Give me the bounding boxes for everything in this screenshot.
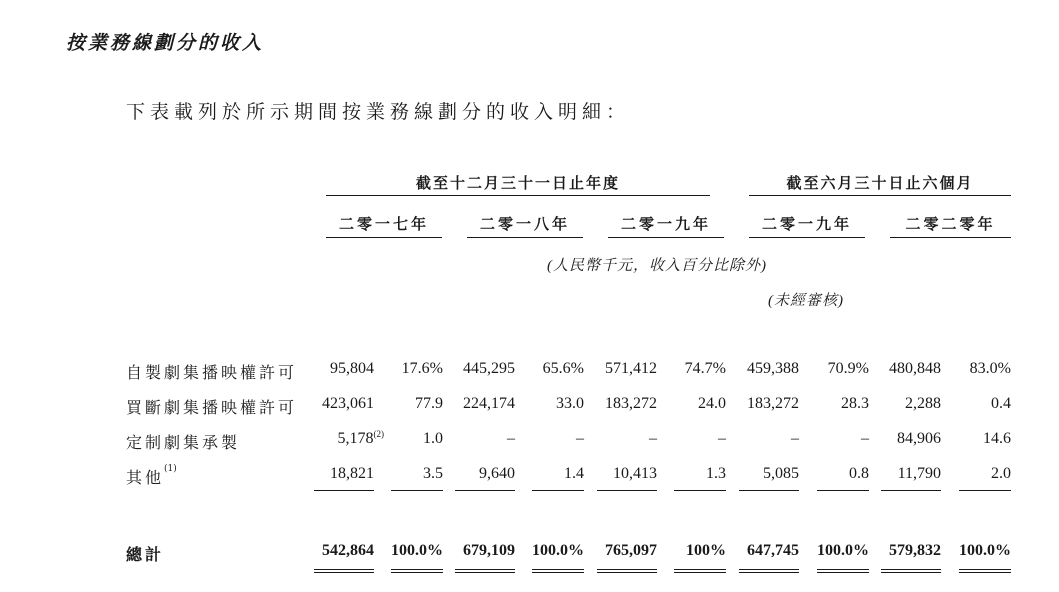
table-cell: – <box>649 430 657 447</box>
footnote-ref-2: (2) <box>373 429 384 439</box>
total-cell: 100.0% <box>532 542 584 559</box>
table-cell: 459,388 <box>747 360 799 377</box>
table-cell: 83.0% <box>969 360 1011 377</box>
table-cell: 17.6% <box>401 360 443 377</box>
table-cell: 571,412 <box>605 360 657 377</box>
table-cell: 70.9% <box>827 360 869 377</box>
year-header-2019-h1: 二零一九年 <box>761 215 852 233</box>
table-cell: 183,272 <box>605 395 657 412</box>
subtotal-underline <box>674 490 726 491</box>
table-cell: 84,906 <box>897 430 941 447</box>
subtotal-underline <box>455 490 515 491</box>
year-header-2019: 二零一九年 <box>620 215 711 233</box>
subtotal-underline <box>817 490 869 491</box>
table-cell: 74.7% <box>684 360 726 377</box>
total-double-underline <box>817 569 869 573</box>
group-rule-six-months <box>749 195 1011 196</box>
total-double-underline <box>391 569 443 573</box>
total-double-underline <box>674 569 726 573</box>
row-label-others: 其他$^{(1)}$ <box>126 464 177 487</box>
total-double-underline <box>739 569 799 573</box>
year-rule-2019-h1 <box>749 237 865 238</box>
table-cell: – <box>507 430 515 447</box>
group-header-year: 截至十二月三十一日止年度 <box>415 174 620 192</box>
table-cell: 1.4 <box>564 465 584 482</box>
table-cell: 95,804 <box>330 360 374 377</box>
table-cell: 9,640 <box>479 465 515 482</box>
total-double-underline <box>597 569 657 573</box>
group-rule-year <box>326 195 710 196</box>
subtotal-underline <box>881 490 941 491</box>
table-cell: 224,174 <box>463 395 515 412</box>
table-cell: 24.0 <box>698 395 726 412</box>
total-cell: 579,832 <box>889 542 941 559</box>
total-double-underline <box>532 569 584 573</box>
group-header-six-months: 截至六月三十日止六個月 <box>786 174 974 192</box>
year-rule-2018 <box>467 237 583 238</box>
row-label-total: 總計 <box>126 545 165 564</box>
subtotal-underline <box>391 490 443 491</box>
table-cell: 5,085 <box>763 465 799 482</box>
total-double-underline <box>314 569 374 573</box>
table-cell: 183,272 <box>747 395 799 412</box>
row-label-customized: 定制劇集承製 <box>126 433 241 452</box>
subtotal-underline <box>314 490 374 491</box>
table-cell: – <box>861 430 869 447</box>
year-header-2017: 二零一七年 <box>338 215 429 233</box>
year-rule-2017 <box>326 237 442 238</box>
total-double-underline <box>959 569 1011 573</box>
year-header-2018: 二零一八年 <box>479 215 570 233</box>
table-cell: 14.6 <box>983 430 1011 447</box>
total-cell: 542,864 <box>322 542 374 559</box>
section-heading: 按業務線劃分的收入 <box>66 32 265 54</box>
table-cell: 2,288 <box>905 395 941 412</box>
total-cell: 100.0% <box>391 542 443 559</box>
table-cell: 0.8 <box>849 465 869 482</box>
table-cell: 1.0 <box>423 430 443 447</box>
table-cell: – <box>791 430 799 447</box>
subtotal-underline <box>739 490 799 491</box>
total-cell: 100.0% <box>817 542 869 559</box>
year-rule-2020-h1 <box>890 237 1011 238</box>
total-cell: 100% <box>686 542 726 559</box>
table-cell: 2.0 <box>991 465 1011 482</box>
table-cell: 33.0 <box>556 395 584 412</box>
table-cell: 5,178$^{(2)}$ <box>337 429 384 447</box>
total-cell: 647,745 <box>747 542 799 559</box>
table-cell: 0.4 <box>991 395 1011 412</box>
total-cell: 100.0% <box>959 542 1011 559</box>
row-label-self-produced: 自製劇集播映權許可 <box>126 363 298 382</box>
year-header-2020-h1: 二零二零年 <box>905 215 996 233</box>
subtotal-underline <box>959 490 1011 491</box>
table-cell: 480,848 <box>889 360 941 377</box>
table-cell: – <box>576 430 584 447</box>
intro-text: 下表載列於所示期間按業務線劃分的收入明細： <box>126 101 631 123</box>
table-cell: 3.5 <box>423 465 443 482</box>
total-double-underline <box>881 569 941 573</box>
footnote-ref-1: (1) <box>164 464 177 474</box>
total-double-underline <box>455 569 515 573</box>
total-cell: 765,097 <box>605 542 657 559</box>
table-cell: – <box>718 430 726 447</box>
table-cell: 423,061 <box>322 395 374 412</box>
table-cell: 28.3 <box>841 395 869 412</box>
table-cell: 65.6% <box>542 360 584 377</box>
unaudited-note: (未經審核) <box>768 293 844 309</box>
table-cell: 445,295 <box>463 360 515 377</box>
table-cell: 1.3 <box>706 465 726 482</box>
table-cell: 77.9 <box>415 395 443 412</box>
table-cell: 18,821 <box>330 465 374 482</box>
unit-note: (人民幣千元，收入百分比除外) <box>547 258 767 274</box>
year-rule-2019 <box>608 237 724 238</box>
total-cell: 679,109 <box>463 542 515 559</box>
table-cell: 11,790 <box>897 465 941 482</box>
table-cell: 10,413 <box>613 465 657 482</box>
row-label-purchased: 買斷劇集播映權許可 <box>126 398 298 417</box>
subtotal-underline <box>597 490 657 491</box>
subtotal-underline <box>532 490 584 491</box>
